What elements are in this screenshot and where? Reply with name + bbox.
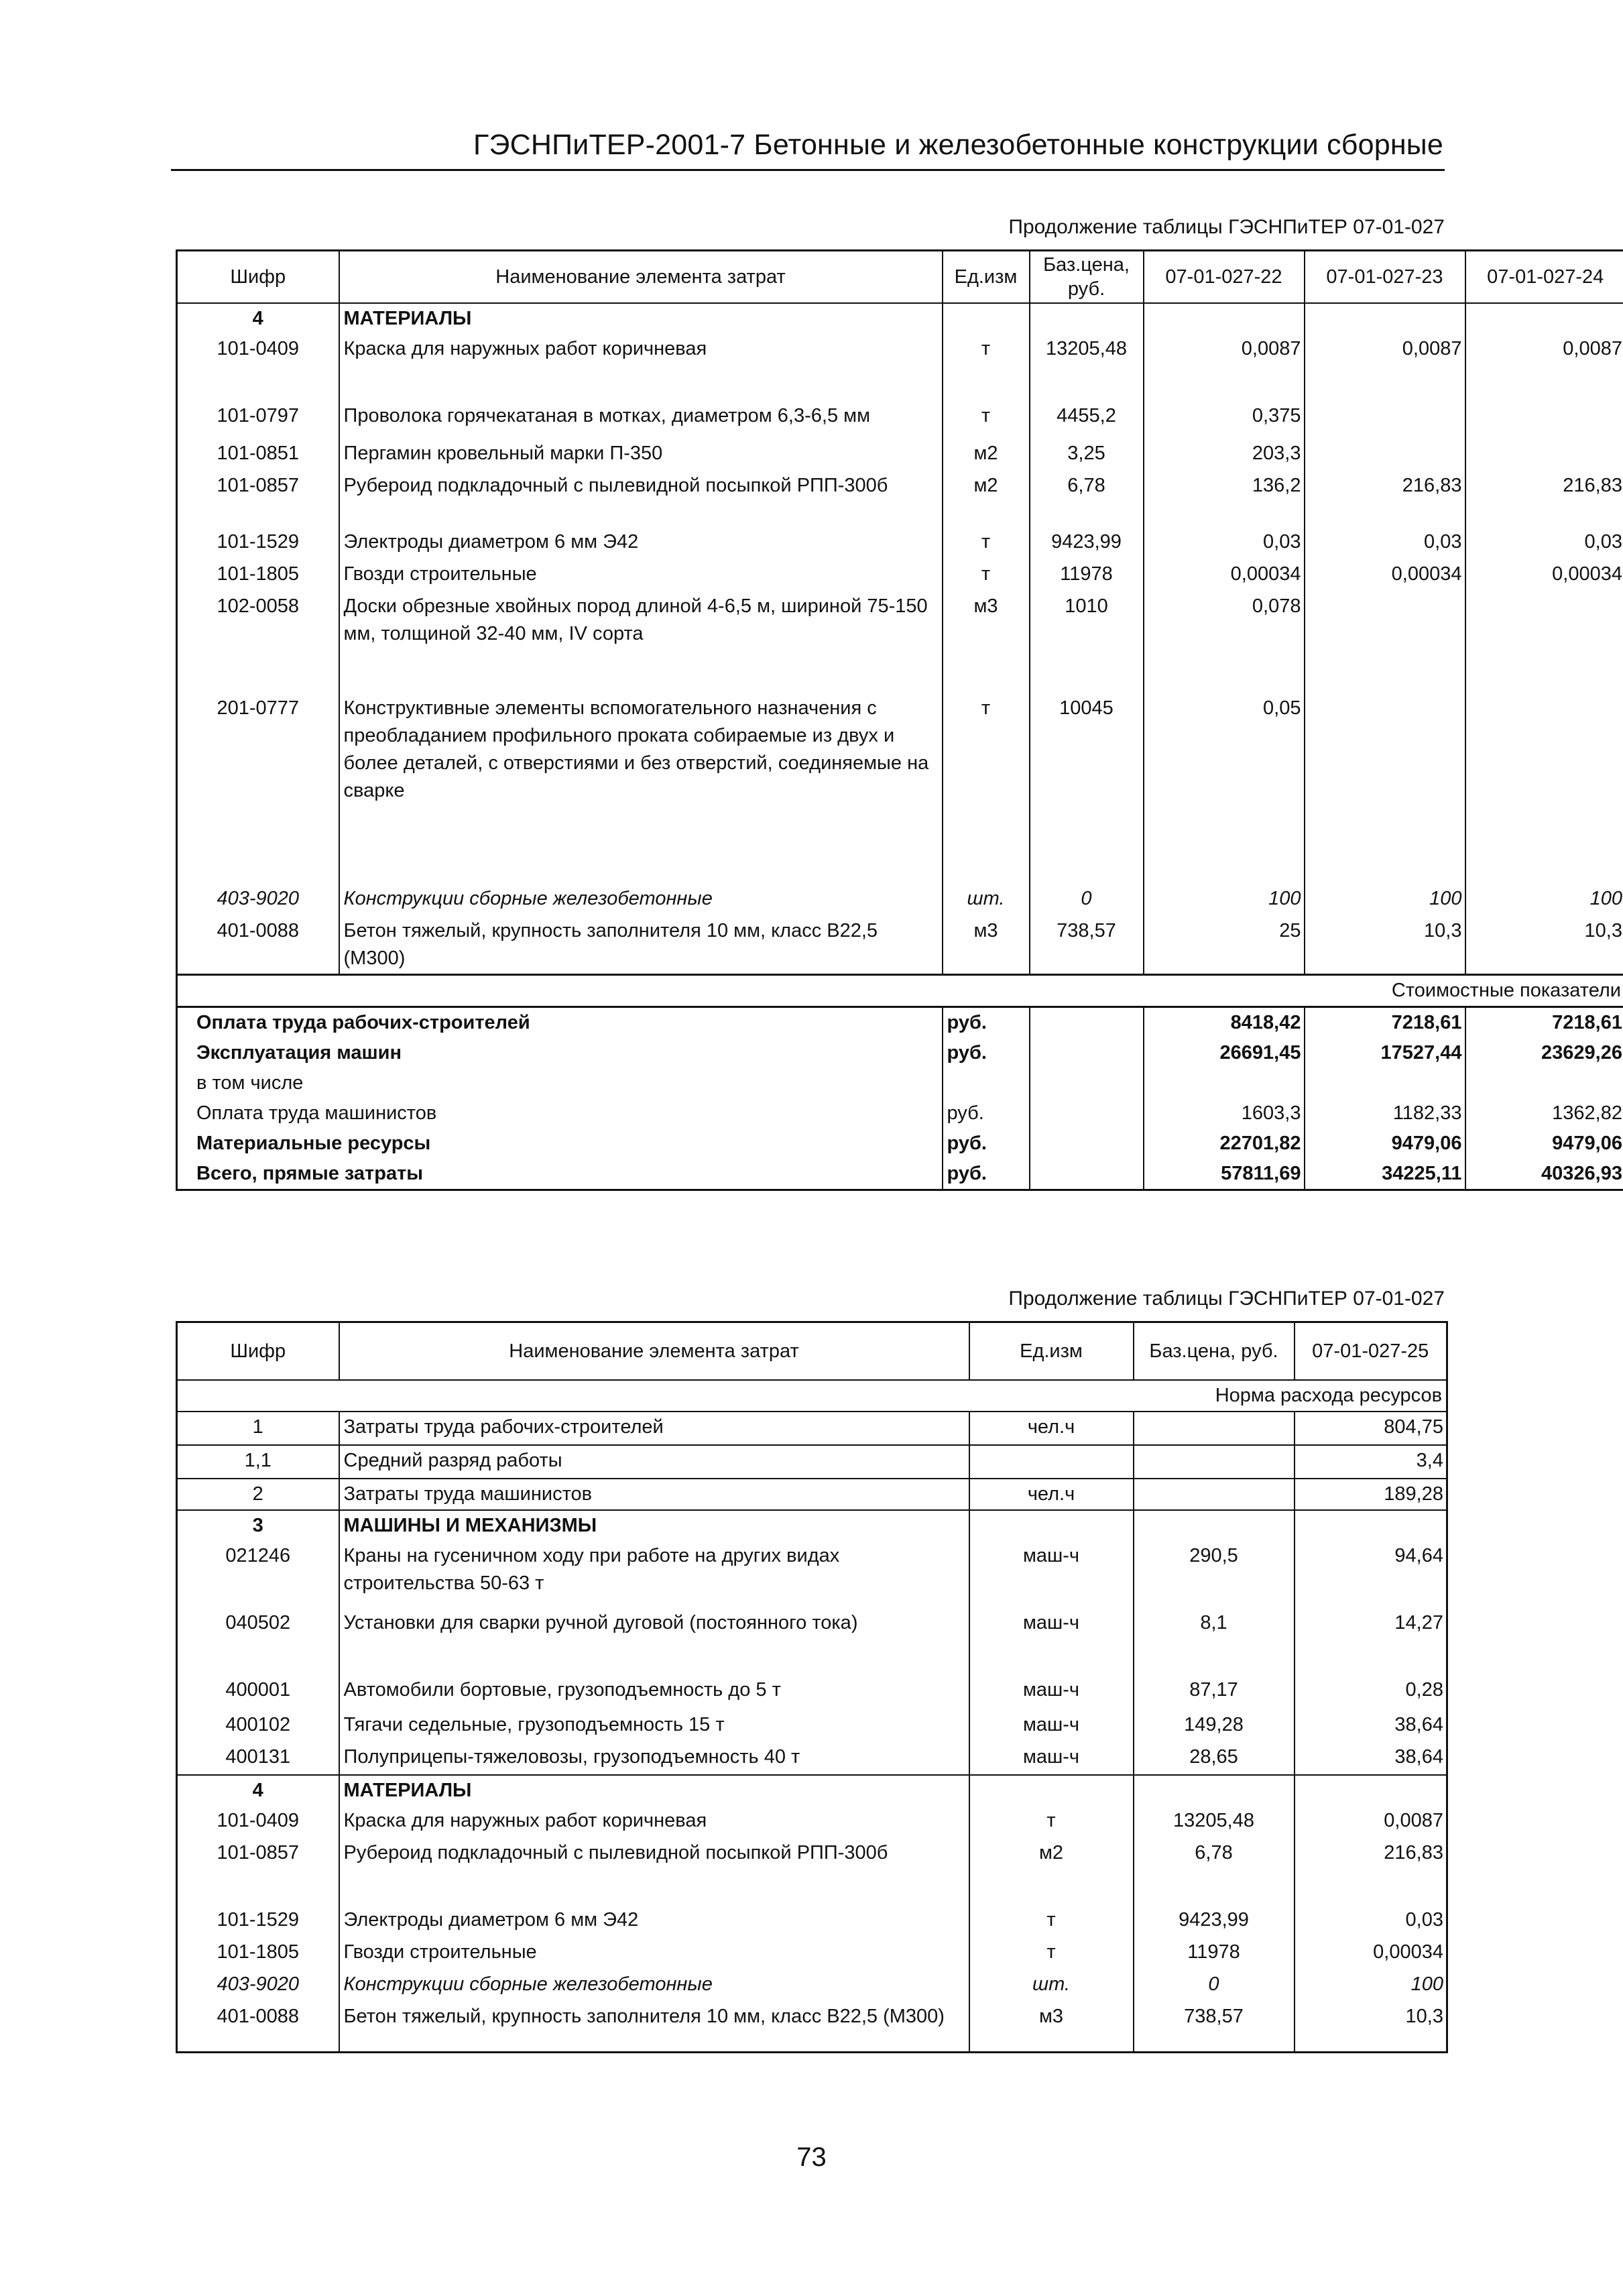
cost-value-22: 1603,3 xyxy=(1144,1098,1305,1129)
row-unit: м3 xyxy=(969,2002,1134,2053)
row-value-23: 0,00034 xyxy=(1305,559,1465,591)
row-value-23 xyxy=(1305,401,1465,439)
cost-value-24: 23629,26 xyxy=(1465,1038,1623,1068)
cost-value-22 xyxy=(1144,1068,1305,1098)
cost-row xyxy=(177,1007,1623,1039)
row-name: Доски обрезные хвойных пород длиной 4-6,5 м, шириной 75-150 мм, толщиной 32-40 мм, IV сорта xyxy=(339,591,943,693)
row-code: 403-9020 xyxy=(217,1973,300,1995)
row-code: 040502 xyxy=(225,1612,291,1633)
table-row xyxy=(177,693,1623,884)
cost-value-23: 17527,44 xyxy=(1305,1038,1465,1068)
row-value-25: 0,0087 xyxy=(1295,1806,1447,1838)
row-value-23 xyxy=(1305,693,1465,884)
row-name: Автомобили бортовые, грузоподъемность до 5 т xyxy=(339,1675,969,1710)
row-value-22 xyxy=(1144,303,1305,334)
cost-price-empty xyxy=(1030,1129,1144,1159)
row-value-25: 38,64 xyxy=(1295,1710,1447,1742)
cost-price-empty xyxy=(1030,1159,1144,1190)
row-price xyxy=(1134,1412,1295,1445)
row-name: Краска для наружных работ коричневая xyxy=(339,334,943,401)
table-row xyxy=(177,559,1623,591)
row-value-25: 3,4 xyxy=(1295,1445,1447,1479)
table1-col-unit: Ед.изм xyxy=(943,251,1030,304)
row-code: 101-0797 xyxy=(217,405,300,426)
row-value-25: 100 xyxy=(1295,1969,1447,2002)
table-row xyxy=(177,527,1623,559)
row-name: Полуприцепы-тяжеловозы, грузоподъемность 40 т xyxy=(339,1742,969,1775)
row-unit: маш-ч xyxy=(969,1742,1134,1775)
row-code: 400131 xyxy=(225,1746,291,1768)
cost-value-24 xyxy=(1465,1068,1623,1098)
table-row xyxy=(177,1479,1447,1510)
row-name: Бетон тяжелый, крупность заполнителя 10 мм, класс В22,5 (М300) xyxy=(339,2002,969,2053)
row-value-25: 0,28 xyxy=(1295,1675,1447,1710)
row-value-23: 0,03 xyxy=(1305,527,1465,559)
table-row xyxy=(177,334,1623,401)
row-unit xyxy=(943,303,1030,334)
row-code: 1,1 xyxy=(177,1445,339,1479)
row-code: 400102 xyxy=(225,1714,291,1735)
row-name: Установки для сварки ручной дуговой (постоянного тока) xyxy=(339,1608,969,1675)
row-unit: т xyxy=(969,1905,1134,1937)
row-price: 149,28 xyxy=(1134,1710,1295,1742)
row-price xyxy=(1134,1479,1295,1510)
row-unit: шт. xyxy=(969,1969,1134,2002)
row-unit xyxy=(969,1445,1134,1479)
cost-row xyxy=(177,1098,1623,1129)
table2-col-name: Наименование элемента затрат xyxy=(339,1322,969,1381)
row-code: 1 xyxy=(177,1412,339,1445)
row-unit: маш-ч xyxy=(969,1608,1134,1675)
row-value-22: 0,078 xyxy=(1144,591,1305,693)
cost-row xyxy=(177,1038,1623,1068)
row-name: Пергамин кровельный марки П-350 xyxy=(339,439,943,471)
row-price: 1010 xyxy=(1030,591,1144,693)
table2-col-unit: Ед.изм xyxy=(969,1322,1134,1381)
cost-price-empty xyxy=(1030,1068,1144,1098)
table-row xyxy=(177,1608,1447,1675)
row-code: 201-0777 xyxy=(217,697,300,719)
cost-unit: руб. xyxy=(943,1038,1030,1068)
row-price: 0 xyxy=(1030,884,1144,916)
row-value-22: 0,0087 xyxy=(1144,334,1305,401)
row-code: 3 xyxy=(177,1510,339,1541)
row-name: Средний разряд работы xyxy=(339,1445,969,1479)
row-name: Затраты труда рабочих-строителей xyxy=(339,1412,969,1445)
table-row xyxy=(177,1969,1447,2002)
row-value-25: 38,64 xyxy=(1295,1742,1447,1775)
cost-name: Оплата труда машинистов xyxy=(196,1102,437,1124)
table1-col-23: 07-01-027-23 xyxy=(1305,251,1465,304)
row-value-23: 10,3 xyxy=(1305,916,1465,975)
page-number: 73 xyxy=(796,2142,827,2172)
row-value-22: 25 xyxy=(1144,916,1305,975)
row-unit: чел.ч xyxy=(969,1412,1134,1445)
cost-name: Эксплуатация машин xyxy=(196,1042,402,1064)
row-code: 021246 xyxy=(225,1545,291,1566)
row-name: Электроды диаметром 6 мм Э42 xyxy=(339,527,943,559)
row-unit: м3 xyxy=(943,916,1030,975)
row-value-22: 0,00034 xyxy=(1144,559,1305,591)
row-price xyxy=(1134,1510,1295,1541)
row-unit: м2 xyxy=(943,471,1030,527)
table2-norm-label: Норма расхода ресурсов xyxy=(177,1380,1447,1412)
row-value-23 xyxy=(1305,303,1465,334)
row-value-23: 216,83 xyxy=(1305,471,1465,527)
table-row xyxy=(177,1541,1447,1608)
cost-label: Стоимостные показатели xyxy=(177,975,1623,1007)
row-name: Электроды диаметром 6 мм Э42 xyxy=(339,1905,969,1937)
row-price: 738,57 xyxy=(1134,2002,1295,2053)
row-value-24 xyxy=(1465,401,1623,439)
row-unit: маш-ч xyxy=(969,1675,1134,1710)
row-unit: т xyxy=(969,1806,1134,1838)
cost-unit: руб. xyxy=(943,1098,1030,1129)
cost-row xyxy=(177,1129,1623,1159)
row-value-22: 0,05 xyxy=(1144,693,1305,884)
row-value-23: 100 xyxy=(1305,884,1465,916)
row-value-24: 0,00034 xyxy=(1465,559,1623,591)
row-price: 13205,48 xyxy=(1134,1806,1295,1838)
row-code: 102-0058 xyxy=(217,595,300,617)
row-value-25: 804,75 xyxy=(1295,1412,1447,1445)
row-value-25 xyxy=(1295,1510,1447,1541)
table-row xyxy=(177,1510,1447,1541)
table1-col-22: 07-01-027-22 xyxy=(1144,251,1305,304)
table-row xyxy=(177,1838,1447,1905)
row-name: Гвозди строительные xyxy=(339,559,943,591)
row-name: МАШИНЫ И МЕХАНИЗМЫ xyxy=(339,1510,969,1541)
row-value-24 xyxy=(1465,693,1623,884)
row-value-25: 0,03 xyxy=(1295,1905,1447,1937)
row-price: 10045 xyxy=(1030,693,1144,884)
row-price xyxy=(1134,1445,1295,1479)
table-row xyxy=(177,884,1623,916)
cost-value-24: 7218,61 xyxy=(1465,1007,1623,1039)
cost-name: Всего, прямые затраты xyxy=(196,1163,424,1184)
row-value-24: 0,0087 xyxy=(1465,334,1623,401)
table-row xyxy=(177,1775,1447,1806)
cost-name: Материальные ресурсы xyxy=(196,1133,431,1154)
cost-price-empty xyxy=(1030,1038,1144,1068)
row-name: Гвозди строительные xyxy=(339,1937,969,1969)
cost-value-24: 1362,82 xyxy=(1465,1098,1623,1129)
row-value-22: 203,3 xyxy=(1144,439,1305,471)
row-name: Затраты труда машинистов xyxy=(339,1479,969,1510)
table1-col-code: Шифр xyxy=(177,251,339,304)
row-value-25: 189,28 xyxy=(1295,1479,1447,1510)
row-unit: м3 xyxy=(943,591,1030,693)
row-price: 8,1 xyxy=(1134,1608,1295,1675)
row-price: 28,65 xyxy=(1134,1742,1295,1775)
row-code: 101-0851 xyxy=(217,443,300,464)
cost-value-23: 34225,11 xyxy=(1305,1159,1465,1190)
row-price: 0 xyxy=(1134,1969,1295,2002)
row-unit xyxy=(969,1775,1134,1806)
row-name: Конструкции сборные железобетонные xyxy=(339,1969,969,2002)
row-value-25: 0,00034 xyxy=(1295,1937,1447,1969)
table-row xyxy=(177,303,1623,334)
row-value-22: 100 xyxy=(1144,884,1305,916)
row-code: 101-1529 xyxy=(217,531,300,553)
row-price: 738,57 xyxy=(1030,916,1144,975)
row-code: 4 xyxy=(177,1775,339,1806)
row-value-22: 0,03 xyxy=(1144,527,1305,559)
table2 xyxy=(176,1321,1448,2053)
row-name: Краны на гусеничном ходу при работе на других видах строительства 50-63 т xyxy=(339,1541,969,1608)
row-unit: т xyxy=(969,1937,1134,1969)
row-name: Конструктивные элементы вспомогательного назначения с преобладанием профильного проката собираемые из двух и более деталей, с отверстиями и без отверстий, соединяемые на сварке xyxy=(339,693,943,884)
table-row xyxy=(177,1742,1447,1775)
row-unit: шт. xyxy=(943,884,1030,916)
row-price: 9423,99 xyxy=(1030,527,1144,559)
table1-col-name: Наименование элемента затрат xyxy=(339,251,943,304)
row-code: 400001 xyxy=(225,1679,291,1701)
cost-value-22: 22701,82 xyxy=(1144,1129,1305,1159)
cost-value-24: 9479,06 xyxy=(1465,1129,1623,1159)
table-row xyxy=(177,1937,1447,1969)
page-header xyxy=(171,127,1445,171)
table-row xyxy=(177,591,1623,693)
cost-name: в том числе xyxy=(196,1072,304,1094)
cost-price-empty xyxy=(1030,1098,1144,1129)
row-value-24 xyxy=(1465,439,1623,471)
row-unit: м2 xyxy=(943,439,1030,471)
table2-body xyxy=(177,1412,1447,2053)
cost-header-row xyxy=(177,975,1623,1007)
row-name: Рубероид подкладочный с пылевидной посыпкой РПП-300б xyxy=(339,1838,969,1905)
cost-row xyxy=(177,1068,1623,1098)
row-code: 101-1805 xyxy=(217,563,300,585)
cost-name: Оплата труда рабочих-строителей xyxy=(177,1007,943,1039)
row-price: 290,5 xyxy=(1134,1541,1295,1608)
row-name: Конструкции сборные железобетонные xyxy=(339,884,943,916)
row-unit xyxy=(969,1510,1134,1541)
table-row xyxy=(177,1675,1447,1710)
table1 xyxy=(176,249,1623,1191)
table2-caption: Продолжение таблицы ГЭСНПиТЕР 07-01-027 xyxy=(1008,1287,1445,1310)
row-unit: т xyxy=(943,334,1030,401)
table2-col-code: Шифр xyxy=(177,1322,339,1381)
row-code: 403-9020 xyxy=(217,888,300,909)
row-unit: т xyxy=(943,693,1030,884)
row-unit: маш-ч xyxy=(969,1710,1134,1742)
table-row xyxy=(177,2002,1447,2053)
row-value-24 xyxy=(1465,591,1623,693)
table1-body xyxy=(177,303,1623,1190)
table-row xyxy=(177,471,1623,527)
row-price: 13205,48 xyxy=(1030,334,1144,401)
cost-value-23: 9479,06 xyxy=(1305,1129,1465,1159)
row-name: Краска для наружных работ коричневая xyxy=(339,1806,969,1838)
cost-unit xyxy=(943,1068,1030,1098)
table2-col-25: 07-01-027-25 xyxy=(1295,1322,1447,1381)
table1-col-24: 07-01-027-24 xyxy=(1465,251,1623,304)
row-name: Рубероид подкладочный с пылевидной посыпкой РПП-300б xyxy=(339,471,943,527)
row-value-24: 10,3 xyxy=(1465,916,1623,975)
row-code: 401-0088 xyxy=(217,920,300,941)
cost-value-23: 7218,61 xyxy=(1305,1007,1465,1039)
row-value-25 xyxy=(1295,1775,1447,1806)
row-value-23 xyxy=(1305,439,1465,471)
row-price: 6,78 xyxy=(1030,471,1144,527)
cost-row xyxy=(177,1159,1623,1190)
row-value-23 xyxy=(1305,591,1465,693)
row-unit: маш-ч xyxy=(969,1541,1134,1608)
page-header-title: ГЭСНПиТЕР-2001-7 Бетонные и железобетонные конструкции сборные xyxy=(473,129,1443,161)
table1-header-row xyxy=(177,251,1623,304)
row-unit: т xyxy=(943,559,1030,591)
row-price: 87,17 xyxy=(1134,1675,1295,1710)
row-price xyxy=(1030,303,1144,334)
cost-value-24: 40326,93 xyxy=(1465,1159,1623,1190)
cost-value-22: 8418,42 xyxy=(1144,1007,1305,1039)
row-value-23: 0,0087 xyxy=(1305,334,1465,401)
row-value-25: 94,64 xyxy=(1295,1541,1447,1608)
row-price: 4455,2 xyxy=(1030,401,1144,439)
table-row xyxy=(177,1905,1447,1937)
cost-value-22: 57811,69 xyxy=(1144,1159,1305,1190)
row-name: Бетон тяжелый, крупность заполнителя 10 мм, класс В22,5 (М300) xyxy=(339,916,943,975)
cost-unit: руб. xyxy=(943,1159,1030,1190)
row-value-24: 216,83 xyxy=(1465,471,1623,527)
table-row xyxy=(177,916,1623,975)
row-code: 401-0088 xyxy=(217,2006,300,2027)
row-code: 101-0857 xyxy=(217,1842,300,1863)
row-name: Тягачи седельные, грузоподъемность 15 т xyxy=(339,1710,969,1742)
cost-unit: руб. xyxy=(943,1129,1030,1159)
row-value-22: 0,375 xyxy=(1144,401,1305,439)
row-price: 3,25 xyxy=(1030,439,1144,471)
table1-caption: Продолжение таблицы ГЭСНПиТЕР 07-01-027 xyxy=(1008,216,1445,238)
row-value-25: 14,27 xyxy=(1295,1608,1447,1675)
row-code: 101-0857 xyxy=(217,475,300,496)
row-price xyxy=(1134,1775,1295,1806)
cost-unit: руб. xyxy=(943,1007,1030,1039)
table-row xyxy=(177,1710,1447,1742)
row-unit: чел.ч xyxy=(969,1479,1134,1510)
table2-header-row xyxy=(177,1322,1447,1381)
cost-value-22: 26691,45 xyxy=(1144,1038,1305,1068)
cost-value-23 xyxy=(1305,1068,1465,1098)
table2-col-price: Баз.цена, руб. xyxy=(1134,1322,1295,1381)
row-price: 6,78 xyxy=(1134,1838,1295,1905)
row-code: 2 xyxy=(177,1479,339,1510)
row-code: 101-1805 xyxy=(217,1941,300,1963)
row-code: 101-0409 xyxy=(217,1810,300,1831)
row-price: 11978 xyxy=(1134,1937,1295,1969)
table1-col-price: Баз.цена, руб. xyxy=(1030,251,1144,304)
table-row xyxy=(177,1445,1447,1479)
row-value-24 xyxy=(1465,303,1623,334)
row-price: 9423,99 xyxy=(1134,1905,1295,1937)
row-value-24: 100 xyxy=(1465,884,1623,916)
row-code: 101-0409 xyxy=(217,338,300,359)
row-value-25: 216,83 xyxy=(1295,1838,1447,1905)
table-row xyxy=(177,439,1623,471)
row-value-22: 136,2 xyxy=(1144,471,1305,527)
row-code: 4 xyxy=(252,308,263,329)
row-unit: т xyxy=(943,401,1030,439)
row-price: 11978 xyxy=(1030,559,1144,591)
table-row xyxy=(177,1806,1447,1838)
table-row xyxy=(177,1412,1447,1445)
table-row xyxy=(177,401,1623,439)
row-value-24: 0,03 xyxy=(1465,527,1623,559)
row-name: Проволока горячекатаная в мотках, диаметром 6,3-6,5 мм xyxy=(339,401,943,439)
row-unit: м2 xyxy=(969,1838,1134,1905)
cost-price-empty xyxy=(1030,1007,1144,1039)
row-unit: т xyxy=(943,527,1030,559)
row-value-25: 10,3 xyxy=(1295,2002,1447,2053)
table2-norm-row xyxy=(177,1380,1447,1412)
row-code: 101-1529 xyxy=(217,1909,300,1931)
row-name: МАТЕРИАЛЫ xyxy=(339,1775,969,1806)
row-name: МАТЕРИАЛЫ xyxy=(339,303,943,334)
cost-value-23: 1182,33 xyxy=(1305,1098,1465,1129)
